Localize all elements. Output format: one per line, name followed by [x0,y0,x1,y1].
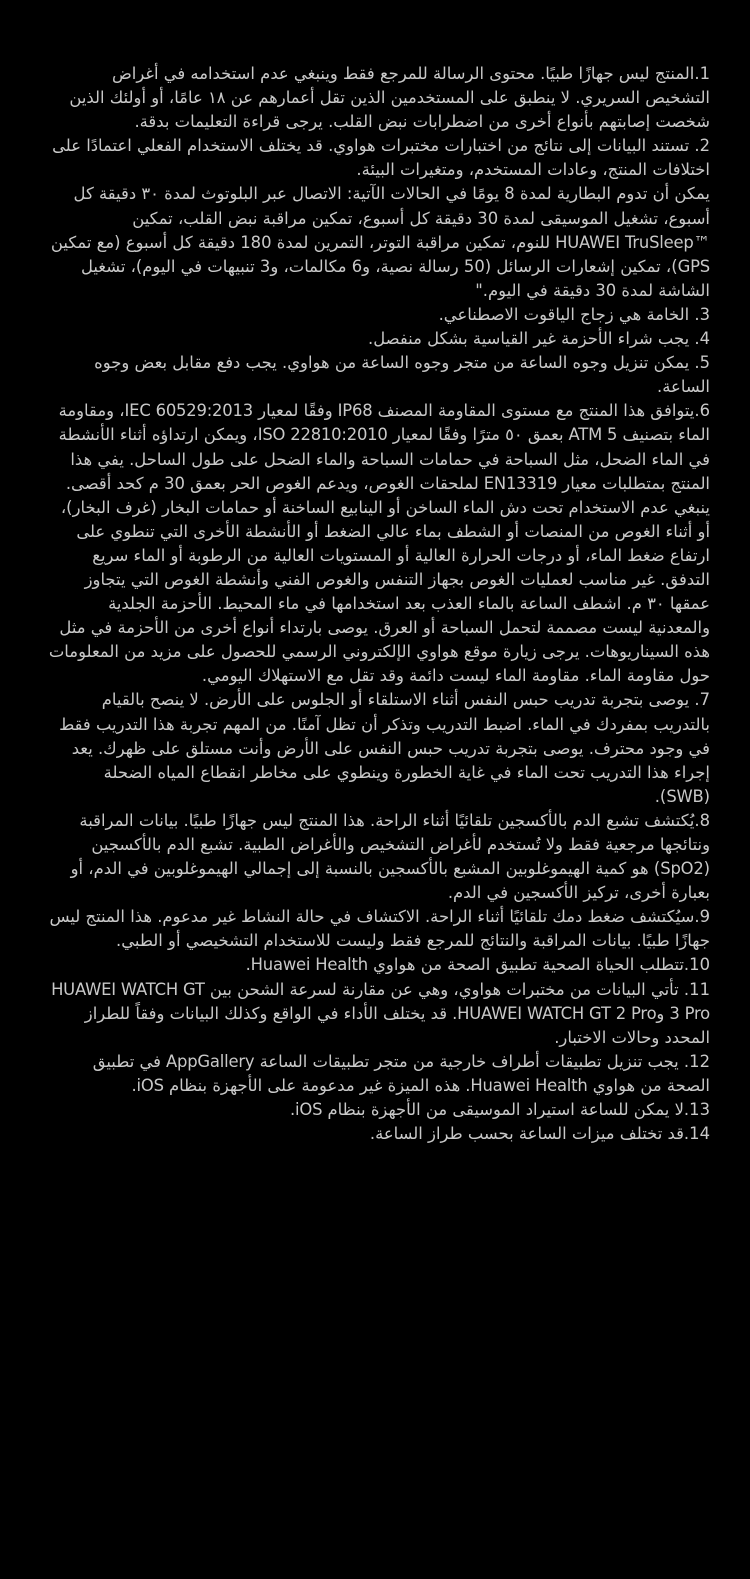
footnote-3: 3. الخامة هي زجاج الياقوت الاصطناعي. [438,304,710,324]
footnote-13: 13.لا يمكن للساعة استيراد الموسيقى من الأجهزة بنظام iOS. [290,1100,710,1120]
footnote-10: 10.تتطلب الحياة الصحية تطبيق الصحة من هواوي Huawei Health. [245,955,710,975]
footnote-7: 7. يوصى بتجربة تدريب حبس النفس أثناء الاستلقاء أو الجلوس على الأرض. لا ينصح بالقيام بالتدريب بمفردك في الماء. اضبط التدريب وتذكر أن تظل آمنًا. من المهم تجربة هذا التدريب فقط في وجود محترف. يوصى بتجربة تدريب حبس النفس على الأرض وأنت مستلق على ظهرك. يعد إجراء هذا التدريب تحت الماء في غاية الخطورة وينطوي على مخاطر انقطاع المياه الضحلة (SWB). [59,690,710,806]
footnote-12: 12. يجب تنزيل تطبيقات أطراف خارجية من متجر تطبيقات الساعة AppGallery في تطبيق الصحة من هواوي Huawei Health. هذه الميزة غير مدعومة على الأجهزة بنظام iOS. [92,1051,710,1095]
footnote-8: 8.يُكتشف تشبع الدم بالأكسجين تلقائيًا أثناء الراحة. هذا المنتج ليس جهازًا طبيًا. بيانات المراقبة ونتائجها مرجعية فقط ولا تُستخدم لأغراض التشخيص والأغراض الطبية. تشبع الدم بالأكسجين (SpO2) هو كمية الهيموغلوبين المشبع بالأكسجين بالنسبة إلى إجمالي الهيموغلوبين في الدم، أو بعبارة أخرى، تركيز الأكسجين في الدم. [70,810,710,903]
footnote-14: 14.قد تختلف ميزات الساعة بحسب طراز الساعة. [369,1124,710,1144]
footnote-4: 4. يجب شراء الأحزمة غير القياسية بشكل منفصل. [368,329,710,349]
footnote-2-battery: يمكن أن تدوم البطارية لمدة 8 يومًا في الحالات الآتية: الاتصال عبر البلوتوث لمدة ٣٠ دقيقة كل أسبوع، تشغيل الموسيقى لمدة 30 دقيقة كل أسبوع، تمكين مراقبة نبض القلب، تمكين ™HUAWEI TruSleep للنوم، تمكين مراقبة التوتر، التمرين لمدة 180 دقيقة كل أسبوع (مع تمكين GPS)، تمكين إشعارات الرسائل (50 رسالة نصية، و6 مكالمات، و3 تنبيهات في اليوم)، تشغيل الشاشة لمدة 30 دقيقة في اليوم." [50,184,710,300]
footnote-2: 2. تستند البيانات إلى نتائج من اختبارات مختبرات هواوي. قد يختلف الاستخدام الفعلي اعتمادًا على اختلافات المنتج، وعادات المستخدم، ومتغيرات البيئة. [52,136,710,180]
footnote-6: 6.يتوافق هذا المنتج مع مستوى المقاومة المصنف IP68 وفقًا لمعيار IEC 60529:2013، ومقاومة الماء بتصنيف ATM 5 بعمق ٥٠ مترًا وفقًا لمعيار ISO 22810:2010، ويمكن ارتداؤه أثناء الأنشطة في الماء الضحل، مثل السباحة في حمامات السباحة والماء الضحل على طول الساحل. يفي هذا المنتج بمتطلبات معيار EN13319 لملحقات الغوص، ويدعم الغوص الحر بعمق 30 م كحد أقصى. ينبغي عدم الاستخدام تحت دش الماء الساخن أو الينابيع الساخنة أو حمامات البخار (غرف البخار)، أو أثناء الغوص من المنصات أو الشطف بماء عالي الضغط أو الأنشطة الأخرى التي تنطوي على ارتفاع ضغط الماء، أو درجات الحرارة العالية أو المستويات العالية من الرطوبة أو الماء سريع التدفق. غير مناسب لعمليات الغوص بجهاز التنفس والغوص الفني وأنشطة الغوص التي يتجاوز عمقها ٣٠ م. اشطف الساعة بالماء العذب بعد استخدامها في ماء المحيط. الأحزمة الجلدية والمعدنية ليست مصممة لتحمل السباحة أو العرق. يوصى بارتداء أنواع أخرى من الأحزمة في مثل هذه السيناريوهات. يرجى زيارة موقع هواوي الإلكتروني الرسمي للحصول على مزيد من المعلومات حول مقاومة الماء. مقاومة الماء ليست دائمة وقد تقل مع الاستهلاك اليومي. [48,401,710,686]
footnote-11: 11. تأتي البيانات من مختبرات هواوي، وهي عن مقارنة لسرعة الشحن بين HUAWEI WATCH GT 3 Pro وHUAWEI WATCH GT 2 Pro. قد يختلف الأداء في الواقع وكذلك البيانات وفقاً للطراز المحدد وحالات الاختبار. [51,979,710,1047]
footnote-5: 5. يمكن تنزيل وجوه الساعة من متجر وجوه الساعة من هواوي. يجب دفع مقابل بعض وجوه الساعة. [94,353,710,397]
footnote-1: 1.المنتج ليس جهازًا طبيًا. محتوى الرسالة للمرجع فقط وينبغي عدم استخدامه في أغراض التشخيص السريري. لا ينطبق على المستخدمين الذين تقل أعمارهم عن ١٨ عامًا، أو أولئك الذين شخصت إصابتهم بأنواع أخرى من اضطرابات نبض القلب. يرجى قراءة التعليمات بدقة. [69,64,710,132]
footnote-9: 9.سيُكتشف ضغط دمك تلقائيًا أثناء الراحة. الاكتشاف في حالة النشاط غير مدعوم. هذا المنتج ليس جهازًا طبيًا. بيانات المراقبة والنتائج للمرجع فقط وليست للاستخدام التشخيصي أو الطبي. [49,907,710,951]
footnotes-list [48,62,710,1146]
